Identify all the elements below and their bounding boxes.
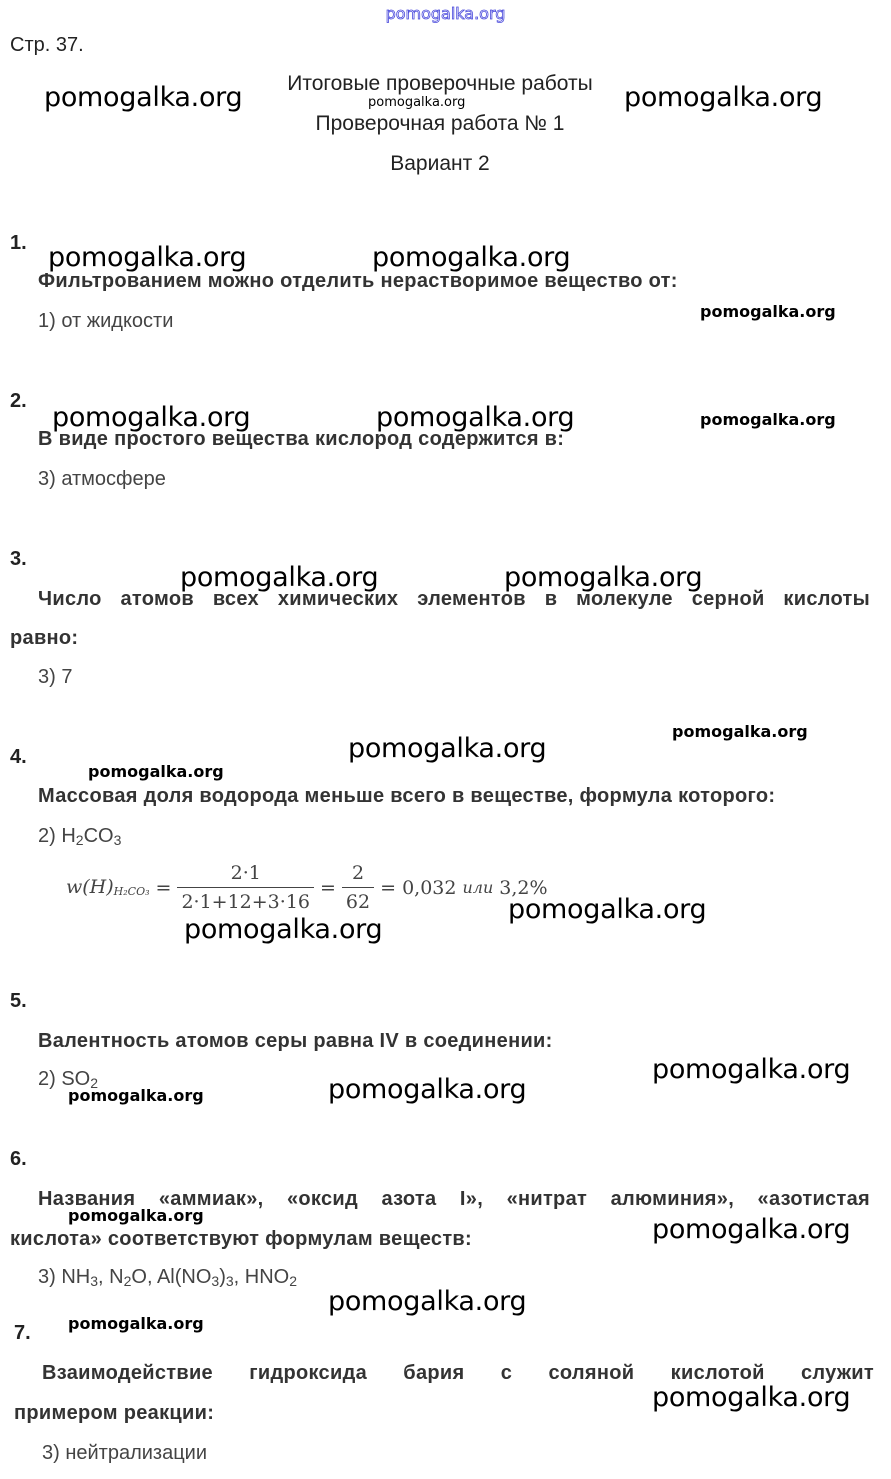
question-text: В виде простого вещества кислород содержится в:	[38, 428, 565, 450]
formula-lhs	[66, 876, 150, 898]
answer-part: , HNO	[233, 1266, 290, 1288]
answer: 3) атмосфере	[38, 468, 166, 490]
question-number: 6.	[10, 1148, 27, 1170]
watermark: pomogalka.org	[508, 894, 707, 925]
numerator: 2	[351, 862, 365, 884]
question-text: Названия «аммиак», «оксид азота I», «нитрат алюминия», «азотистая	[38, 1188, 870, 1210]
answer-sub: 3	[113, 831, 122, 848]
answer-part: )	[219, 1266, 226, 1288]
formula-lhs-main: w(H)	[66, 876, 114, 899]
denominator: 2·1+12+3·16	[177, 887, 314, 913]
watermark: pomogalka.org	[328, 1074, 527, 1105]
page-number: Стр. 37.	[10, 34, 84, 56]
formula-eq: =	[155, 876, 172, 899]
answer-part: 2) H	[38, 825, 76, 847]
answer-part: , N	[98, 1266, 124, 1288]
answer-part: CO	[83, 825, 114, 847]
watermark: pomogalka.org	[88, 762, 224, 781]
watermark: pomogalka.org	[652, 1382, 851, 1413]
answer-sub: 2	[90, 1074, 99, 1091]
watermark: pomogalka.org	[652, 1214, 851, 1245]
numerator: 2·1	[230, 862, 261, 884]
answer	[38, 1267, 297, 1288]
watermark: pomogalka.org	[328, 1286, 527, 1317]
question-number: 2.	[10, 390, 27, 412]
answer-sub: 2	[123, 1272, 132, 1289]
test-title: Проверочная работа № 1	[315, 112, 565, 135]
answer-part: O, Al(NO	[131, 1266, 212, 1288]
answer: 1) от жидкости	[38, 310, 174, 332]
answer: 3) 7	[38, 666, 73, 688]
fraction-1	[177, 862, 314, 913]
watermark: pomogalka.org	[700, 410, 836, 429]
formula-percent: 3,2%	[499, 876, 548, 899]
formula-result: = 0,032	[380, 876, 457, 899]
question-text-cont: кислота» соответствуют формулам веществ:	[10, 1228, 472, 1250]
formula-eq: =	[320, 876, 336, 899]
question-text: Число атомов всех химических элементов в молекуле серной кислоты	[38, 588, 870, 610]
watermark: pomogalka.org	[68, 1314, 204, 1333]
watermark: pomogalka.org	[184, 914, 383, 945]
answer-sub: 2	[75, 831, 84, 848]
mass-fraction-formula	[66, 862, 548, 913]
watermark: pomogalka.org	[372, 242, 571, 273]
answer-part: 2) SO	[38, 1068, 91, 1090]
question-text-cont: примером реакции:	[14, 1402, 215, 1424]
question-number: 4.	[10, 746, 27, 768]
question-number: 1.	[10, 232, 27, 254]
watermark: pomogalka.org	[68, 1206, 204, 1225]
watermark: pomogalka.org	[368, 95, 466, 110]
answer	[38, 826, 121, 847]
watermark: pomogalka.org	[180, 562, 379, 593]
question-number: 7.	[14, 1322, 31, 1344]
watermark: pomogalka.org	[48, 242, 247, 273]
question-number: 3.	[10, 548, 27, 570]
answer-sub: 3	[90, 1272, 99, 1289]
answer: 3) нейтрализации	[42, 1442, 208, 1464]
question-text: Массовая доля водорода меньше всего в веществе, формула которого:	[38, 785, 776, 807]
watermark: pomogalka.org	[700, 302, 836, 321]
watermark: pomogalka.org	[52, 402, 251, 433]
answer-part: 3) NH	[38, 1266, 91, 1288]
formula-lhs-sub: H₂CO₃	[113, 885, 150, 899]
answer-sub: 3	[225, 1272, 234, 1289]
watermark-top[interactable]: pomogalka.org	[385, 4, 506, 23]
question-text: Взаимодействие гидроксида бария с соляной кислотой служит	[42, 1362, 874, 1384]
watermark: pomogalka.org	[672, 722, 808, 741]
watermark: pomogalka.org	[624, 82, 823, 113]
watermark: pomogalka.org	[376, 402, 575, 433]
answer-sub: 3	[211, 1272, 220, 1289]
fraction-2	[342, 862, 374, 913]
watermark: pomogalka.org	[504, 562, 703, 593]
watermark: pomogalka.org	[68, 1086, 204, 1105]
question-text: Фильтрованием можно отделить нерастворимое вещество от:	[38, 270, 678, 292]
watermark: pomogalka.org	[348, 733, 547, 764]
denominator: 62	[342, 887, 374, 913]
question-text-cont: равно:	[10, 627, 79, 649]
watermark: pomogalka.org	[652, 1054, 851, 1085]
section-title: Итоговые проверочные работы	[287, 72, 593, 95]
answer-sub: 2	[289, 1272, 298, 1289]
formula-or: или	[462, 878, 494, 897]
question-text: Валентность атомов серы равна IV в соединении:	[38, 1030, 553, 1052]
question-number: 5.	[10, 990, 27, 1012]
watermark: pomogalka.org	[44, 82, 243, 113]
variant-title: Вариант 2	[390, 152, 490, 175]
